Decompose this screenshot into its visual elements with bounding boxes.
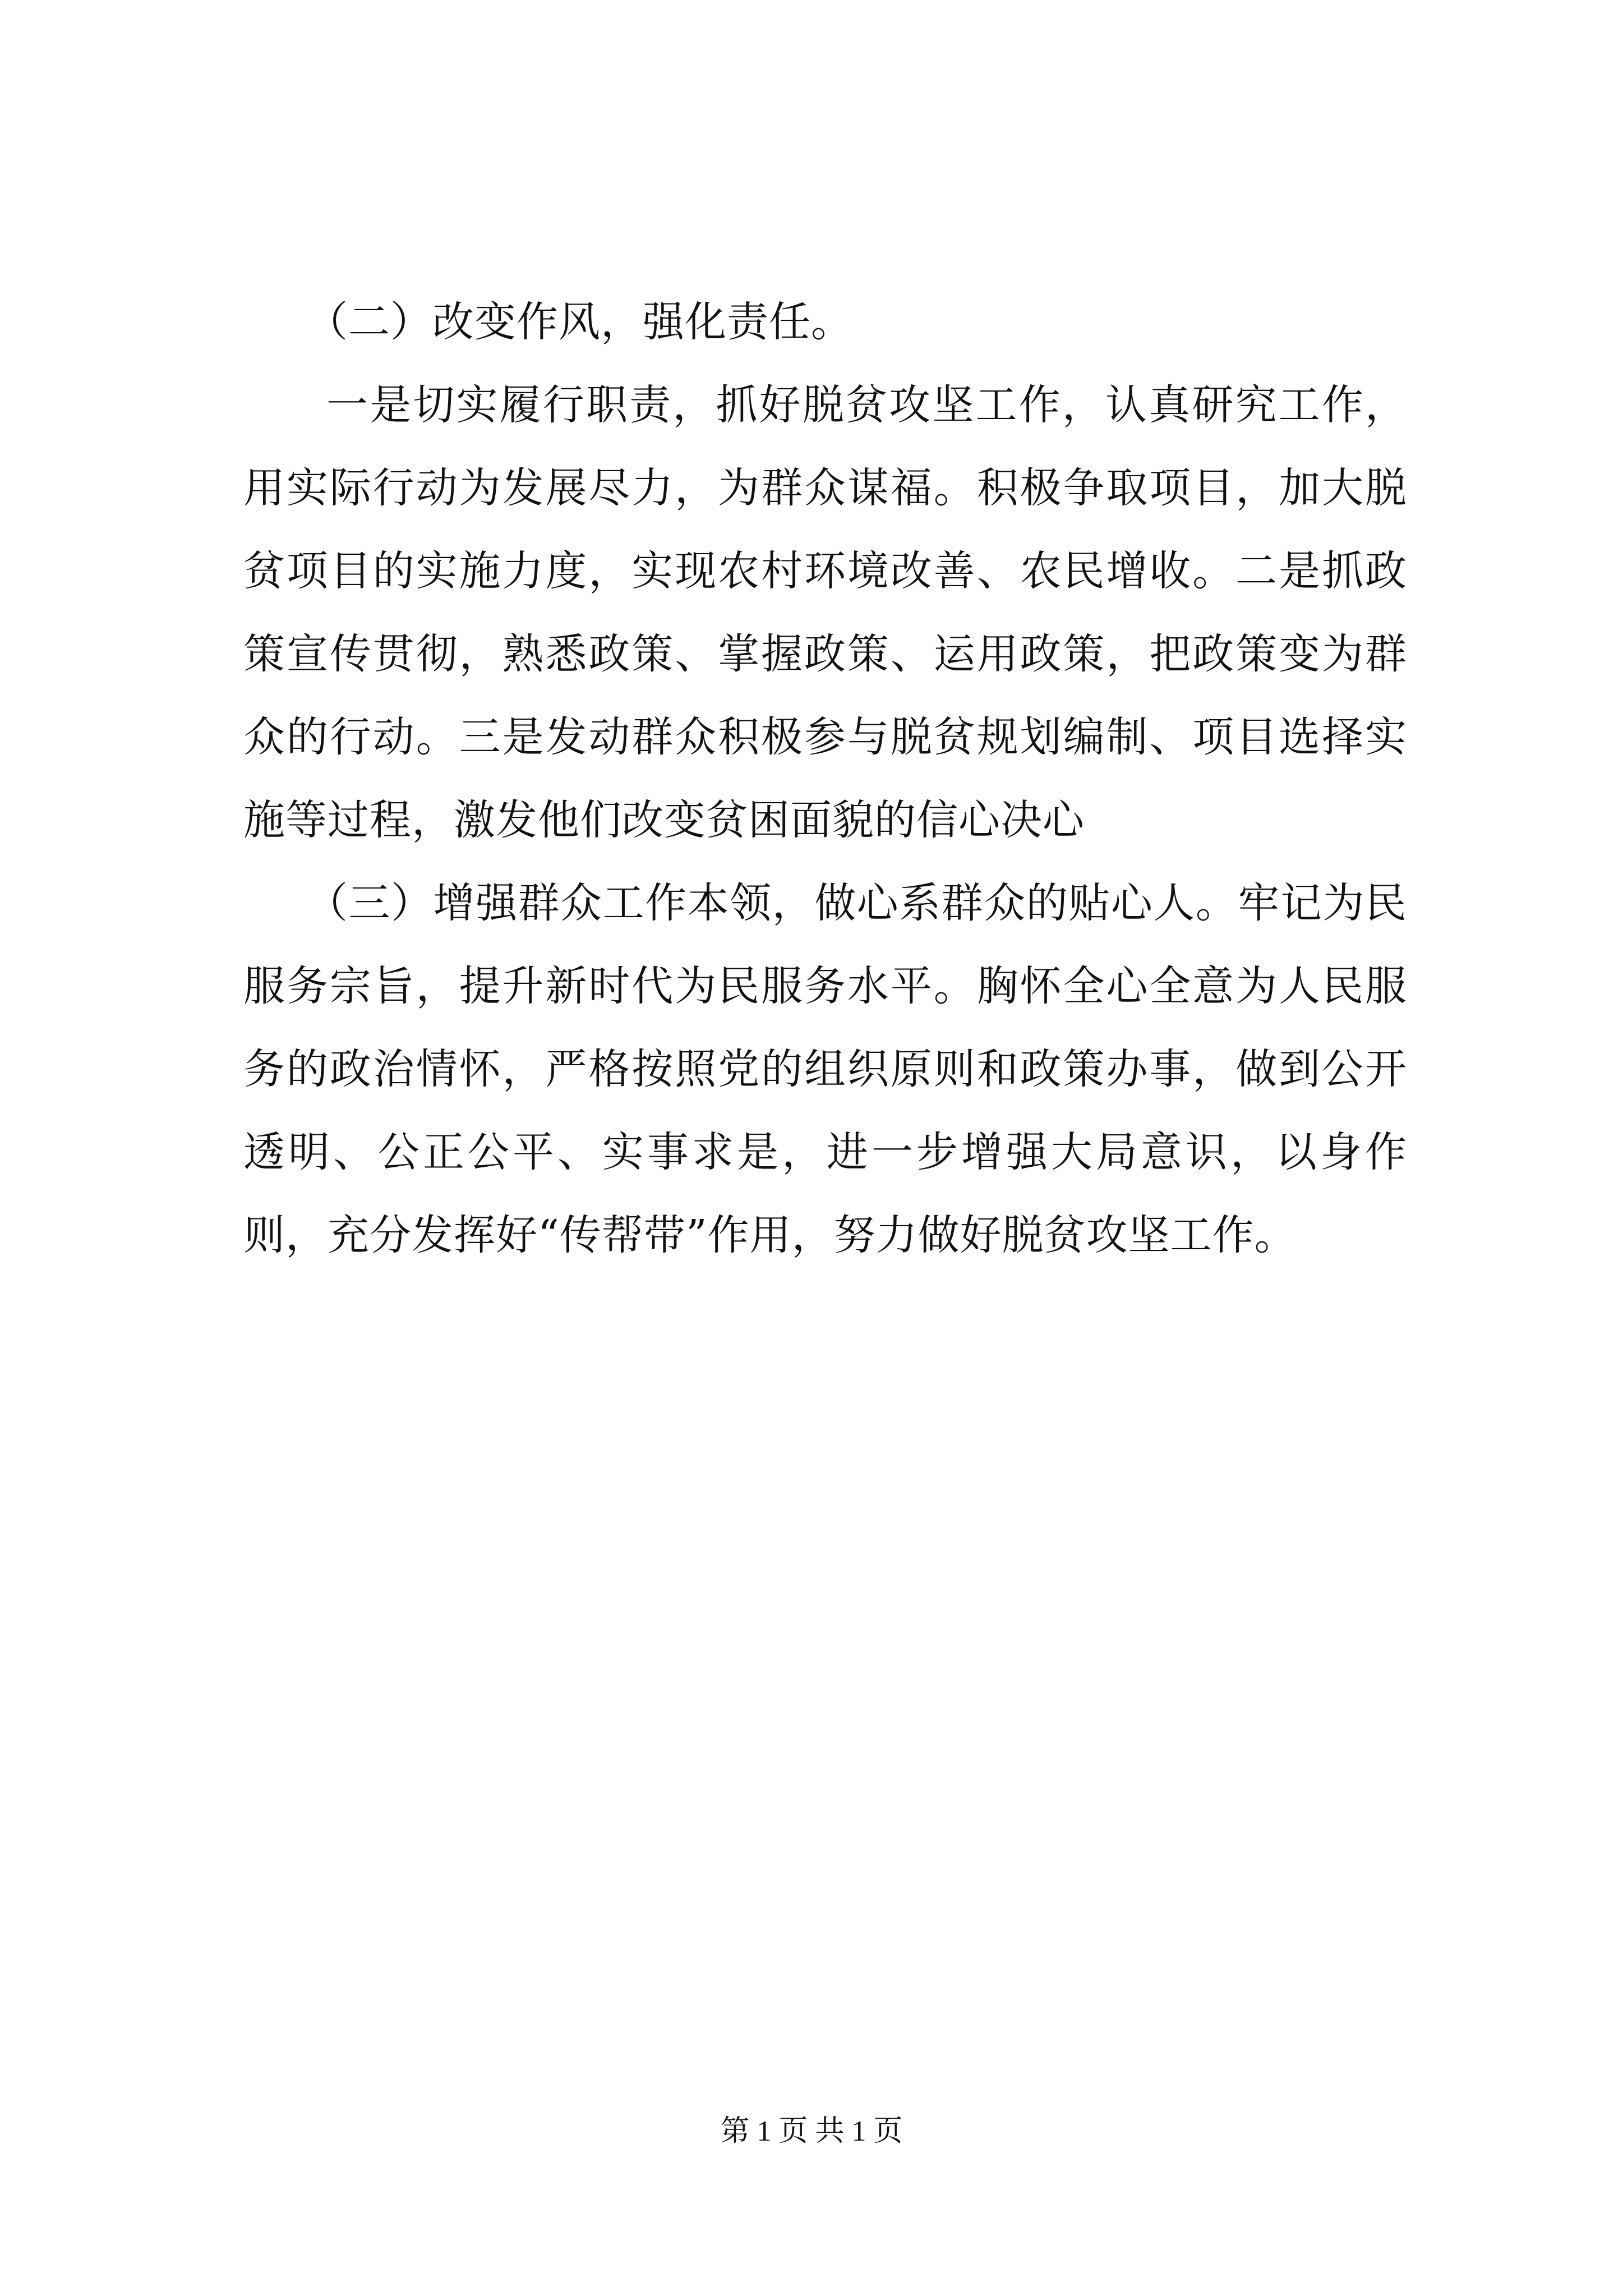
document-body <box>243 280 1407 1277</box>
section-2-heading: （二）改变作风，强化责任。 <box>306 298 853 346</box>
section-2-body: 一是切实履行职责，抓好脱贫攻坚工作，认真研究工作，用实际行动为发展尽力，为群众谋福。积极争取项目，加大脱贫项目的实施力度，实现农村环境改善、农民增收。二是抓政策宣传贯彻，熟悉政策、掌握政策、运用政策，把政策变为群众的行动。三是发动群众积极参与脱贫规划编制、项目选择实施等过程，激发他们改变贫困面貌的信心决心 <box>243 381 1407 844</box>
section-3-paragraph: （三）增强群众工作本领，做心系群众的贴心人。牢记为民服务宗旨，提升新时代为民服务水平。胸怀全心全意为人民服务的政治情怀，严格按照党的组织原则和政策办事，做到公开透明、公正公平、实事求是，进一步增强大局意识，以身作则，充分发挥好“传帮带”作用，努力做好脱贫攻坚工作。 <box>243 879 1407 1259</box>
page-footer: 第 1 页 共 1 页 <box>720 2115 903 2147</box>
